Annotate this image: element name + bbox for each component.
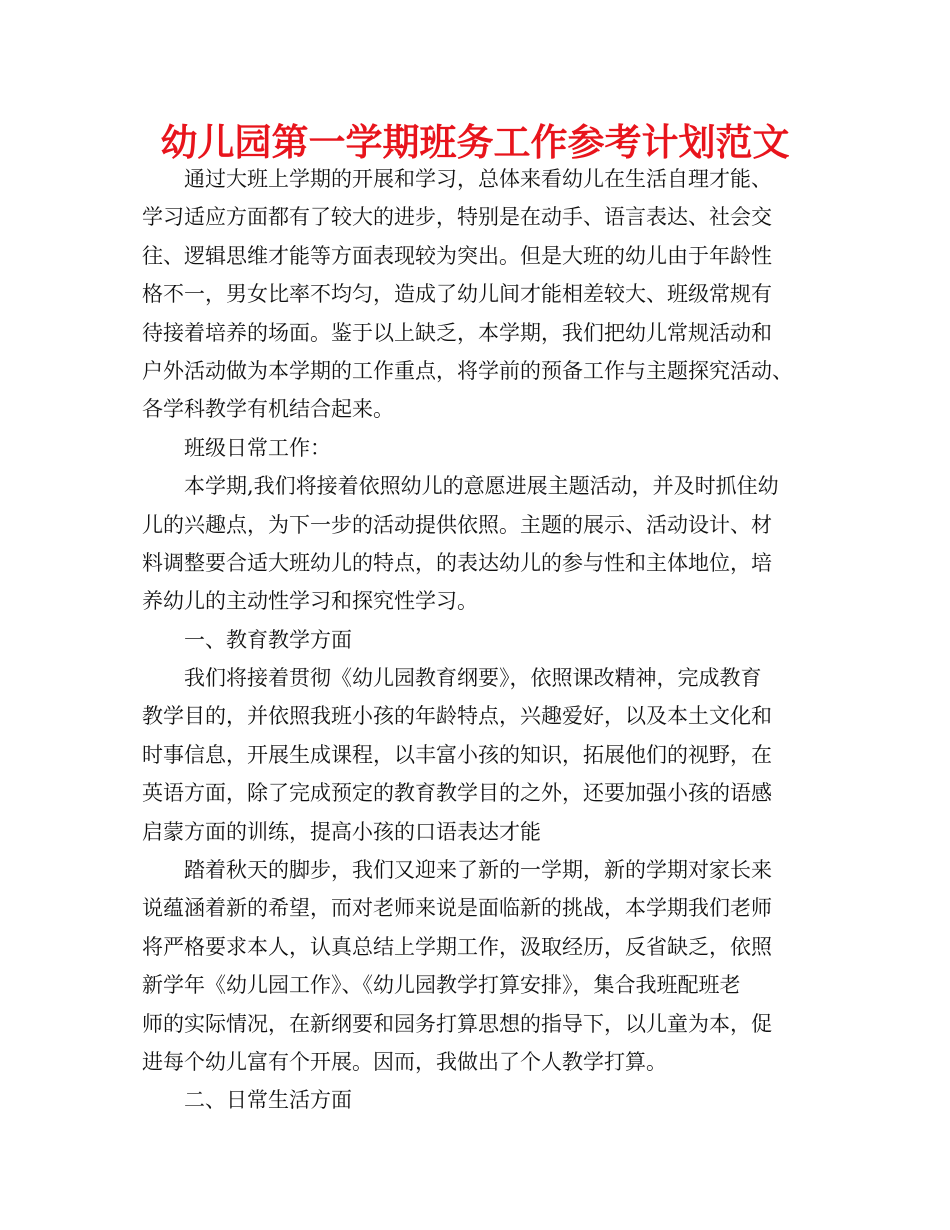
text-line: 料调整要合适大班幼儿的特点，的表达幼儿的参与性和主体地位，培 — [142, 550, 772, 575]
section-heading-daily-work — [142, 429, 832, 467]
text-line: 通过大班上学期的开展和学习，总体来看幼儿在生活自理才能、 — [184, 167, 772, 191]
text-line: 班级日常工作： — [184, 435, 331, 460]
text-line: 学习适应方面都有了较大的进步，特别是在动手、语言表达、社会交 — [142, 205, 772, 230]
text-line: 英语方面，除了完成预定的教育教学目的之外，还要加强小孩的语感 — [142, 781, 772, 806]
paragraph-intro — [142, 160, 832, 429]
text-line: 进每个幼儿富有个开展。因而，我做出了个人教学打算。 — [142, 1049, 667, 1074]
text-line: 往、逻辑思维才能等方面表现较为突出。但是大班的幼儿由于年龄性 — [142, 243, 772, 268]
text-line: 将严格要求本人，认真总结上学期工作，汲取经历，反省缺乏，依照 — [142, 934, 772, 959]
text-line: 养幼儿的主动性学习和探究性学习。 — [142, 589, 478, 614]
text-line: 户外活动做为本学期的工作重点，将学前的预备工作与主题探究活动、 — [142, 358, 793, 383]
text-line: 师的实际情况，在新纲要和园务打算思想的指导下，以儿童为本，促 — [142, 1011, 772, 1036]
section-heading-education — [142, 621, 832, 659]
text-line: 格不一，男女比率不均匀，造成了幼儿间才能相差较大、班级常规有 — [142, 282, 772, 307]
text-line: 教学目的，并依照我班小孩的年龄特点，兴趣爱好，以及本土文化和 — [142, 704, 772, 729]
paragraph-education — [142, 659, 832, 851]
text-line: 二、日常生活方面 — [184, 1088, 352, 1113]
text-line: 一、教育教学方面 — [184, 627, 352, 652]
paragraph-daily-work — [142, 467, 832, 621]
document-body — [142, 160, 832, 1120]
text-line: 新学年《幼儿园工作》、《幼儿园教学打算安排》，集合我班配班老 — [142, 973, 741, 998]
paragraph-autumn — [142, 851, 832, 1081]
text-line: 启蒙方面的训练，提高小孩的口语表达才能 — [142, 819, 541, 844]
text-line: 本学期,我们将接着依照幼儿的意愿进展主题活动，并及时抓住幼 — [184, 474, 779, 499]
text-line: 各学科教学有机结合起来。 — [142, 397, 394, 422]
text-line: 待接着培养的场面。鉴于以上缺乏，本学期，我们把幼儿常规活动和 — [142, 320, 772, 345]
text-line: 我们将接着贯彻《幼儿园教育纲要》，依照课改精神，完成教育 — [184, 666, 762, 691]
section-heading-daily-life — [142, 1081, 832, 1119]
text-line: 说蕴涵着新的希望，而对老师来说是面临新的挑战，本学期我们老师 — [142, 896, 772, 921]
text-line: 时事信息，开展生成课程，以丰富小孩的知识，拓展他们的视野，在 — [142, 742, 772, 767]
document-title: 幼儿园第一学期班务工作参考计划范文 — [160, 121, 790, 164]
text-line: 儿的兴趣点，为下一步的活动提供依照。主题的展示、活动设计、材 — [142, 512, 772, 537]
text-line: 踏着秋天的脚步，我们又迎来了新的一学期，新的学期对家长来 — [184, 858, 772, 883]
